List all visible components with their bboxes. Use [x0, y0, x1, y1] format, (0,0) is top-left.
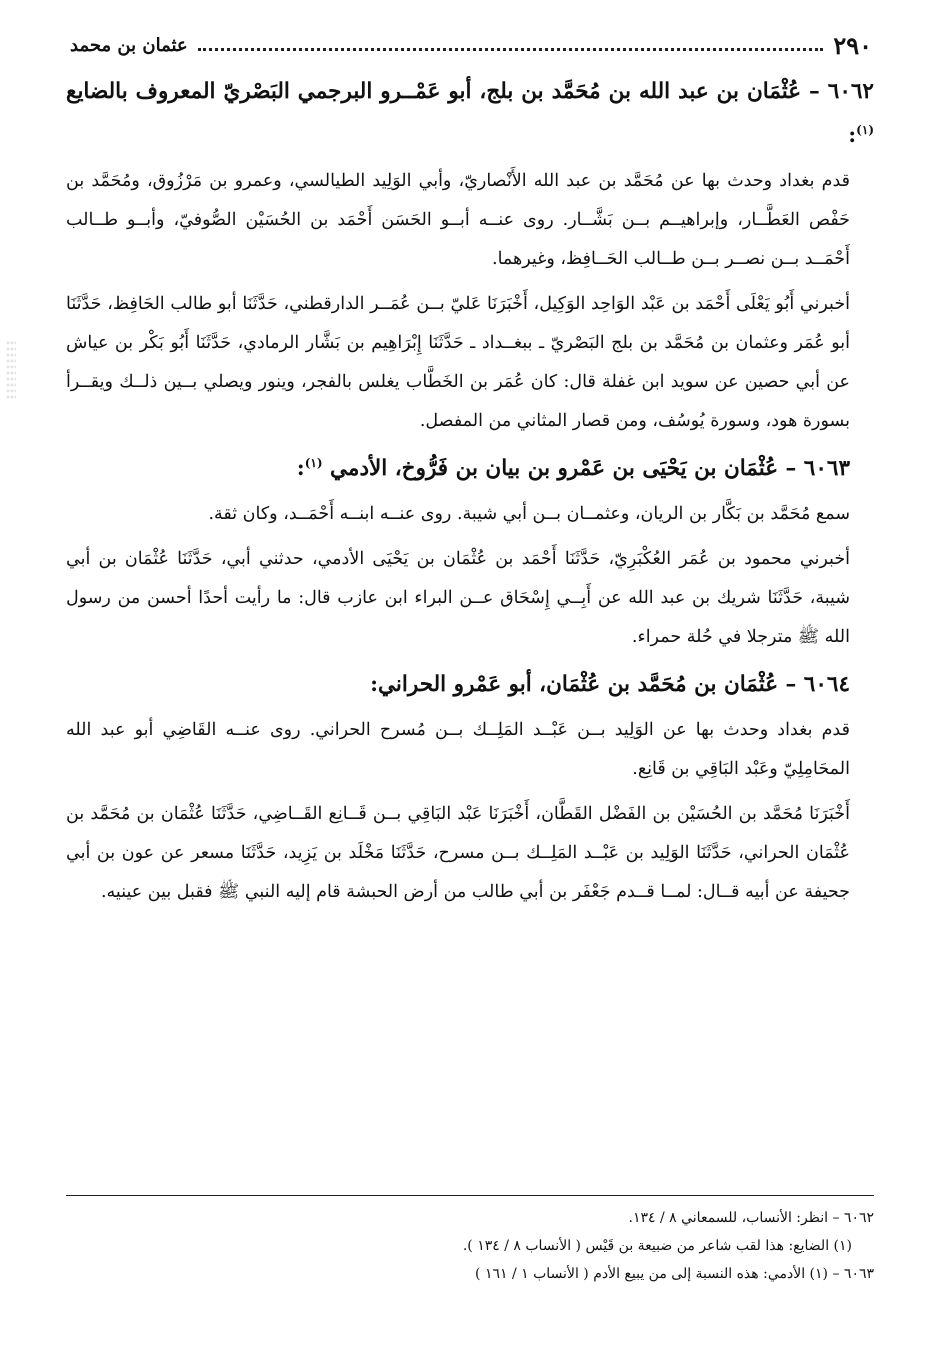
- entry-name: عُثْمَان بن مُحَمَّد بن عُثْمَان، أبو عَمْرو الحراني: [378, 672, 779, 697]
- entry-heading: [66, 663, 874, 707]
- entry-number: ٦٠٦٣: [803, 456, 850, 481]
- running-header: [70, 30, 872, 60]
- heading-dash: –: [801, 79, 820, 104]
- footnote-mark: (١): [304, 455, 323, 470]
- page-number: ٢٩٠: [833, 30, 872, 60]
- entry-6062: [66, 70, 874, 441]
- entry-number: ٦٠٦٤: [803, 672, 850, 697]
- heading-colon: :: [848, 123, 857, 148]
- heading-dash: –: [778, 456, 797, 481]
- entry-6063: [66, 447, 874, 657]
- entry-heading: [66, 447, 874, 491]
- entry-paragraph: قدم بغداد وحدث بها عن الوَلِيد بــن عَبْــد المَلِــك بــن مُسرح الحراني. روى عنــه القَاضِي أبو عبد الله المحَامِلِيّ وعَبْد البَاقِي بن قَانِع.: [66, 720, 850, 779]
- scan-artifact: [6, 340, 16, 400]
- entry-paragraph: أخبرني أَبُو يَعْلَى أَحْمَد بن عَبْد الوَاحِد الوَكِيل، أَخْبَرَنَا عَليّ بــن عُمَــر الدارقطني، حَدَّثَنَا أبو طالب الحَافِظ، حَدَّثَنَا أبو عُمَر وعثمان بن مُحَمَّد بن بلج البَصْريّ ـ ببغــداد ـ حَدَّثَنَا إِبْرَاهِيم بن بَشَّار الرمادي، حَدَّثَنَا أَبُو بَكْر بن عياش عن أبي حصين عن سويد ابن غفلة قال: كان عُمَر بن الخَطَّاب يغلس بالفجر، وينور ويصلي بــين ذلــك ويقــرأ بسورة هود، وسورة يُوسُف، ومن قصار المثاني من المفصل.: [66, 294, 850, 431]
- footnotes: [66, 1195, 874, 1288]
- entry-name: عُثْمَان بن يَحْيَى بن عَمْرو بن بيان بن فَرُّوخ، الأدمي: [330, 456, 779, 481]
- footnote: ٦٠٦٣ – (١) الأدمي: هذه النسبة إلى من يبيع الأدم ( الأنساب ١ / ١٦١ ): [475, 1266, 874, 1282]
- entry-name: عُثْمَان بن عبد الله بن مُحَمَّد بن بلج، أبو عَمْــرو البرجمي البَصْريّ المعروف بالضايع: [66, 79, 802, 104]
- footnote: ٦٠٦٢ – انظر: الأنساب، للسمعاني ٨ / ١٣٤.: [628, 1210, 874, 1226]
- entry-paragraph: قدم بغداد وحدث بها عن مُحَمَّد بن عبد الله الأَنْصاريّ، وأبي الوَلِيد الطيالسي، وعمرو بن مَرْزُوق، ومُحَمَّد بن حَفْص العَطَّــار، وإبراهيــم بــن بَشَّــار. روى عنــه أبــو الحَسَن أَحْمَد بن الحُسَيْن الصُّوفيّ، وأبــو طــالب أَحْمَــد بــن نصــر بــن طــالب الحَــافِظ، وغيرهما.: [66, 171, 850, 269]
- heading-dash: –: [778, 672, 797, 697]
- footnote-mark: (١): [856, 122, 874, 137]
- running-title: عثمان بن محمد: [70, 34, 188, 56]
- footnote: (١) الضايع: هذا لقب شاعر من ضبيعة بن قَيْس ( الأنساب ٨ / ١٣٤ ).: [462, 1238, 852, 1254]
- entry-paragraph: أخبرني محمود بن عُمَر العُكْبَرِيّ، حَدَّثَنَا أَحْمَد بن عُثْمَان بن يَحْيَى الأدمي، حدثني أبي، حَدَّثَنَا عُثْمَان بن أبي شيبة، حَدَّثَنَا شريك بن عبد الله عن أَبِــي إِسْحَاق عــن البراء ابن عازب قال: ما رأيت أحدًا أحسن من رسول الله ﷺ مترجلا في حُلة حمراء.: [66, 549, 850, 647]
- header-dotted-leader: [198, 40, 824, 51]
- heading-colon: :: [370, 672, 379, 697]
- heading-colon: :: [296, 456, 305, 481]
- entry-paragraph: أَخْبَرَنَا مُحَمَّد بن الحُسَيْن بن الفَضْل القَطَّان، أَخْبَرَنَا عَبْد البَاقِي بــن قَــانِع القَــاضِي، حَدَّثَنَا عُثْمَان بن مُحَمَّد بن عُثْمَان الحراني، حَدَّثَنَا الوَلِيد بن عَبْــد المَلِــك بــن مسرح، حَدَّثَنَا مَخْلَد بن يَزِيد، حَدَّثَنَا مسعر عن عون بن أبي جحيفة عن أبيه قــال: لمــا قــدم جَعْفَر بن أبي طالب من أرض الحبشة قام إليه النبي ﷺ فقبل بين عينيه.: [66, 804, 850, 902]
- entry-number: ٦٠٦٢: [827, 79, 874, 104]
- entry-heading: [66, 70, 874, 158]
- entry-6064: [66, 663, 874, 912]
- page-body: [66, 70, 874, 918]
- entry-paragraph: سمع مُحَمَّد بن بَكَّار بن الريان، وعثمــان بــن أبي شيبة. روى عنــه ابنــه أَحْمَــد، وكان ثقة.: [208, 504, 850, 524]
